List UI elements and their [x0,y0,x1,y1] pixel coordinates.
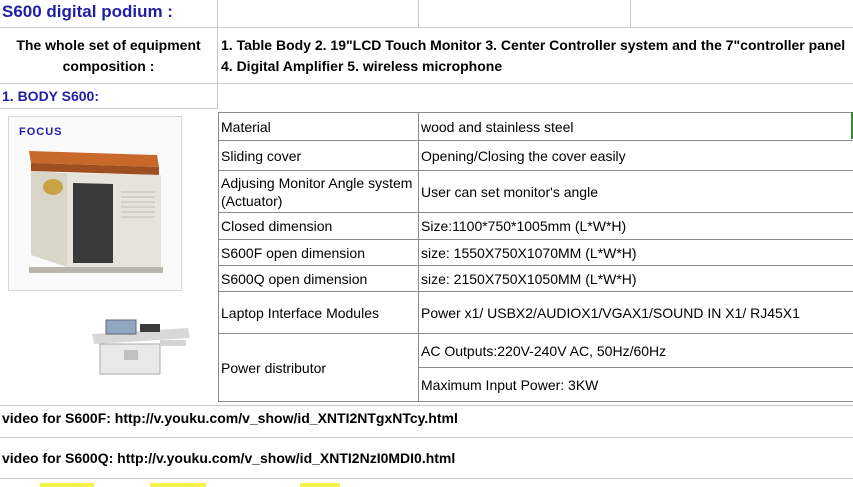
grid-line [0,478,853,479]
open-podium-illustration [88,312,192,380]
open-podium-monitor [106,320,136,334]
spec-label-material: Material [221,118,271,135]
composition-label: The whole set of equipment composition : [16,37,201,74]
spec-label-laptop-interface: Laptop Interface Modules [221,304,379,321]
spec-label-monitor-angle: Adjusing Monitor Angle system (Actuator) [221,174,413,209]
spec-value-monitor-angle: User can set monitor's angle [421,183,598,200]
spec-value-material: wood and stainless steel [421,118,574,135]
grid-line [0,27,853,28]
podium-door [73,183,113,263]
table-border [418,112,419,402]
open-podium-extension [160,340,186,346]
podium-illustration [9,117,183,292]
spec-value-ac-outputs: AC Outputs:220V-240V AC, 50Hz/60Hz [421,342,667,359]
composition-value: 1. Table Body 2. 19"LCD Touch Monitor 3. Center Controller system and the 7"controller panel 4. Digital Amplifier 5. wireless microphone [221,37,846,74]
open-podium-panel [124,350,138,360]
body-section-title: 1. BODY S600: [2,88,100,104]
highlight-marker [40,483,94,487]
focus-logo: FOCUS [19,126,63,138]
podium-base [29,267,163,273]
podium-emblem [43,179,63,195]
spec-value-laptop-interface: Power x1/ USBX2/AUDIOX1/VGAX1/SOUND IN X1/ RJ45X1 [421,304,800,321]
grid-line [217,83,218,108]
video-link-s600q[interactable]: video for S600Q: http://v.youku.com/v_show/id_XNTI2NzI0MDI0.html [2,450,456,466]
spec-label-s600f-open: S600F open dimension [221,244,365,261]
spec-label-closed-dimension: Closed dimension [221,218,333,234]
grid-line [630,0,631,27]
grid-line [0,83,853,84]
grid-line [217,27,218,83]
table-border [218,112,219,402]
highlight-marker [300,483,340,487]
spec-value-sliding-cover: Opening/Closing the cover easily [421,147,626,164]
page-title: S600 digital podium : [2,2,173,21]
grid-line [217,0,218,27]
spec-value-closed-dimension: Size:1100*750*1005mm (L*W*H) [421,218,627,234]
spec-label-power-distributor: Power distributor [221,359,327,376]
video-link-s600f[interactable]: video for S600F: http://v.youku.com/v_show/id_XNTI2NTgxNTcy.html [2,410,458,426]
spec-value-s600q-open: size: 2150X750X1050MM (L*W*H) [421,270,637,287]
grid-line [0,108,218,109]
spec-label-sliding-cover: Sliding cover [221,147,302,164]
grid-line [0,437,853,438]
table-border [218,401,853,402]
spec-value-s600f-open: size: 1550X750X1070MM (L*W*H) [421,244,637,261]
grid-line [418,0,419,27]
spec-label-s600q-open: S600Q open dimension [221,270,368,287]
grid-line [0,405,853,406]
spec-value-max-input-power: Maximum Input Power: 3KW [421,376,599,393]
open-podium-keyboard [140,324,160,332]
highlight-marker [150,483,206,487]
podium-photo [8,116,182,291]
